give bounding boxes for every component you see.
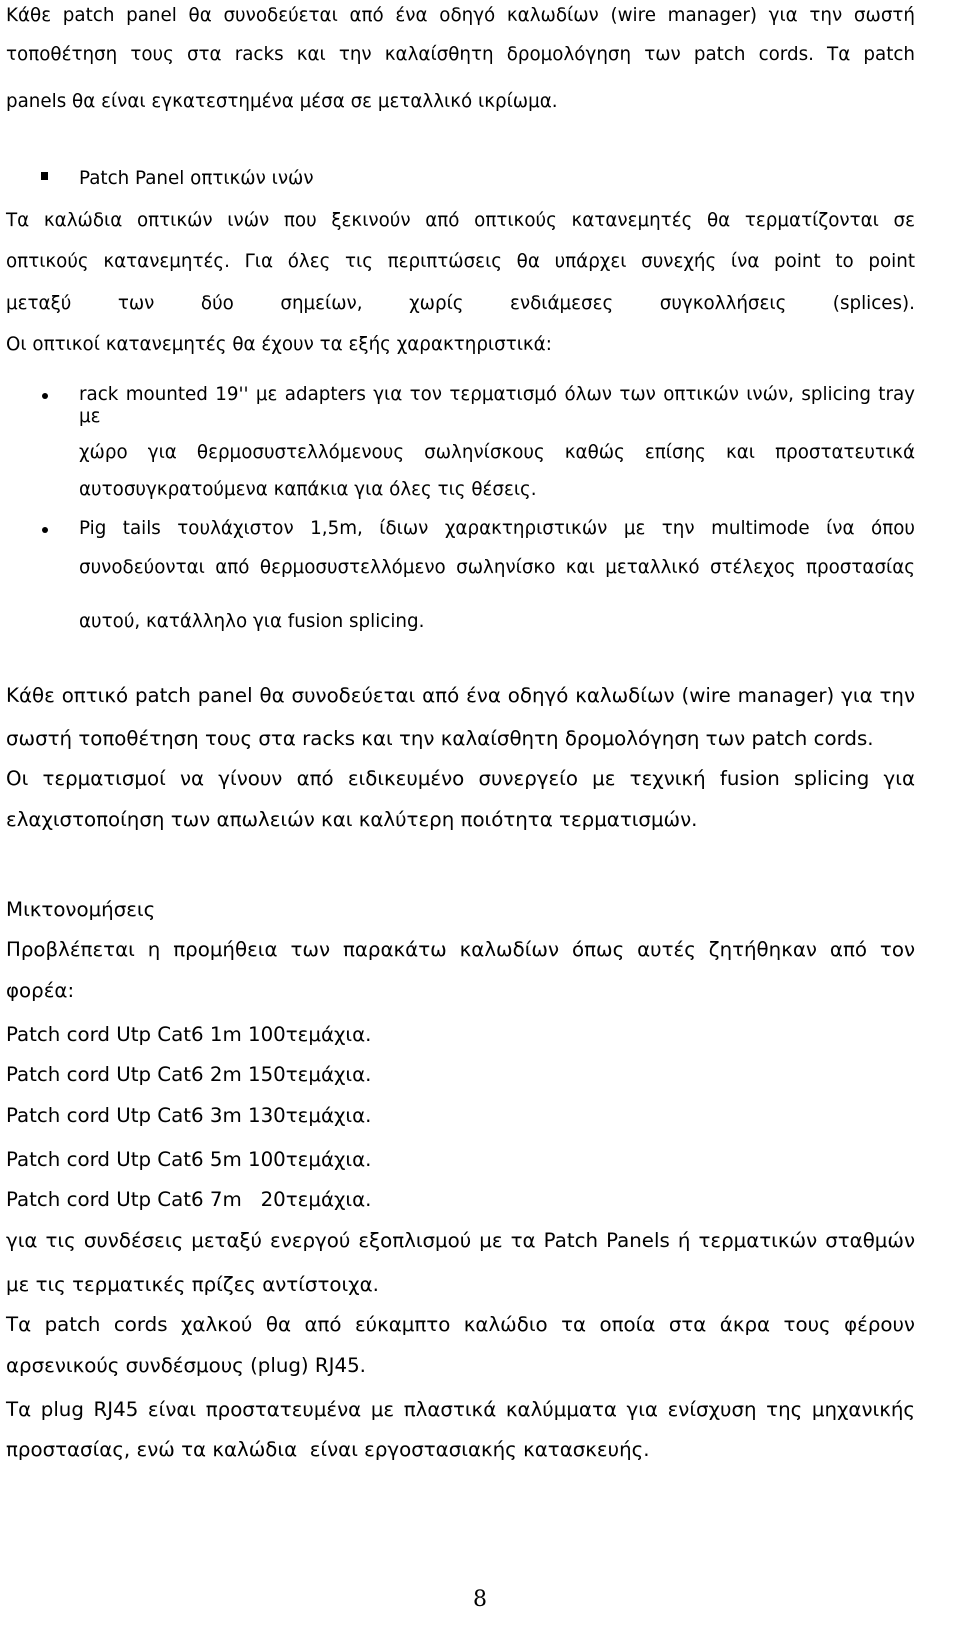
patch-cords-line-1: Προβλέπεται η προμήθεια των παρακάτω καλωδίων όπως αυτές ζητήθηκαν από τον — [6, 938, 915, 961]
patch-cord-item-4: Patch cord Utp Cat6 5m 100τεμάχια. — [6, 1148, 372, 1171]
intro-line-3: panels θα είναι εγκατεστημένα μέσα σε μεταλλικό ικρίωμα. — [6, 91, 558, 112]
bullet-2-line-3: αυτού, κατάλληλο για fusion splicing. — [79, 611, 425, 632]
intro-line-1: Κάθε patch panel θα συνοδεύεται από ένα οδηγό καλωδίων (wire manager) για την σωστή — [6, 5, 915, 26]
optical-patch-line-2: σωστή τοποθέτηση τους στα racks και την καλαίσθητη δρομολόγηση των patch cords. — [6, 727, 874, 750]
optical-section-heading: Patch Panel οπτικών ινών — [79, 168, 314, 189]
patch-cords-line-10: Τα patch cords χαλκού θα από εύκαμπτο καλώδιο τα οποία στα άκρα τους φέρουν — [6, 1313, 915, 1336]
patch-cords-line-11: αρσενικούς συνδέσμους (plug) RJ45. — [6, 1354, 366, 1377]
optical-body-line-2: οπτικούς κατανεμητές. Για όλες τις περιπτώσεις θα υπάρχει συνεχής ίνα point to point — [6, 251, 915, 272]
optical-patch-line-3: Οι τερματισμοί να γίνουν από ειδικευμένο συνεργείο με τεχνική fusion splicing για — [6, 767, 915, 790]
patch-cord-item-1: Patch cord Utp Cat6 1m 100τεμάχια. — [6, 1023, 372, 1046]
optical-body-line-4: Οι οπτικοί κατανεμητές θα έχουν τα εξής χαρακτηριστικά: — [6, 334, 552, 355]
patch-cord-item-2: Patch cord Utp Cat6 2m 150τεμάχια. — [6, 1063, 372, 1086]
patch-cords-line-13: προστασίας, ενώ τα καλώδια είναι εργοστασιακής κατασκευής. — [6, 1438, 650, 1461]
bullet-dot-icon — [42, 527, 48, 533]
patch-cord-item-5: Patch cord Utp Cat6 7m 20τεμάχια. — [6, 1188, 372, 1211]
bullet-1-line-2: χώρο για θερμοσυστελλόμενους σωληνίσκους καθώς επίσης και προστατευτικά — [79, 442, 915, 463]
bullet-2-line-1: Pig tails τουλάχιστον 1,5m, ίδιων χαρακτηριστικών με την multimode ίνα όπου — [79, 518, 915, 539]
optical-body-line-1: Τα καλώδια οπτικών ινών που ξεκινούν από οπτικούς κατανεμητές θα τερματίζονται σε — [6, 210, 915, 231]
optical-body-line-3: μεταξύ των δύο σημείων, χωρίς ενδιάμεσες συγκολλήσεις (splices). — [6, 293, 915, 314]
patch-cords-heading: Μικτονομήσεις — [6, 898, 156, 921]
page-number: 8 — [473, 1587, 487, 1612]
bullet-1-line-3: αυτοσυγκρατούμενα καπάκια για όλες τις θέσεις. — [79, 479, 537, 500]
optical-patch-line-1: Κάθε οπτικό patch panel θα συνοδεύεται από ένα οδηγό καλωδίων (wire manager) για την — [6, 684, 915, 707]
patch-cords-line-9: με τις τερματικές πρίζες αντίστοιχα. — [6, 1273, 379, 1296]
square-bullet-icon — [41, 172, 48, 180]
intro-line-2: τοποθέτηση τους στα racks και την καλαίσθητη δρομολόγηση των patch cords. Τα patch — [6, 44, 915, 65]
optical-patch-line-4: ελαχιστοποίηση των απωλειών και καλύτερη ποιότητα τερματισμών. — [6, 808, 698, 831]
bullet-2-line-2: συνοδεύονται από θερμοσυστελλόμενο σωληνίσκο και μεταλλικό στέλεχος προστασίας — [79, 557, 915, 578]
patch-cords-line-8: για τις συνδέσεις μεταξύ ενεργού εξοπλισμού με τα Patch Panels ή τερματικών σταθμών — [6, 1229, 915, 1252]
bullet-1-line-1: rack mounted 19'' με adapters για τον τερματισμό όλων των οπτικών ινών, splicing tray με — [79, 384, 915, 427]
patch-cord-item-3: Patch cord Utp Cat6 3m 130τεμάχια. — [6, 1104, 372, 1127]
patch-cords-line-2: φορέα: — [6, 979, 75, 1002]
patch-cords-line-12: Τα plug RJ45 είναι προστατευμένα με πλαστικά καλύμματα για ενίσχυση της μηχανικής — [6, 1398, 915, 1421]
bullet-dot-icon — [42, 393, 48, 399]
